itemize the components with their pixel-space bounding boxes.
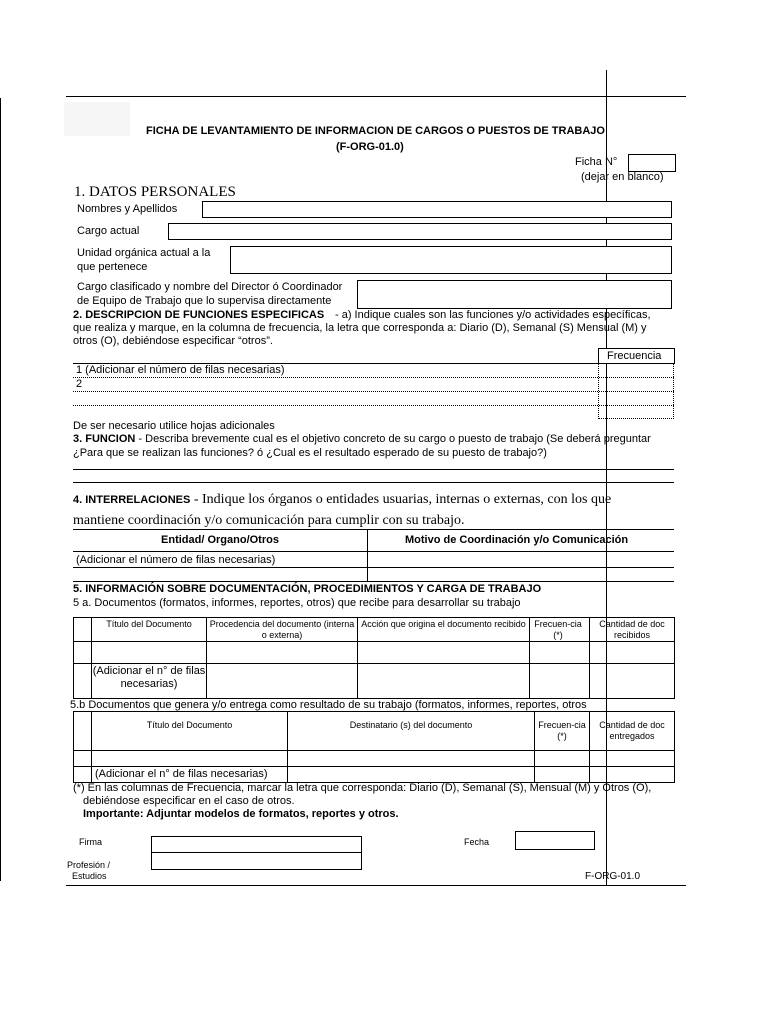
- form-code: (F-ORG-01.0): [336, 141, 404, 153]
- ficha-label: Ficha N°: [575, 156, 618, 168]
- section2-text-1: - a) Indique cuales son las funciones y/o actividades específicas,: [335, 309, 651, 321]
- unidad-label-2: que pertenece: [77, 261, 148, 273]
- ficha-note: (dejar en blanco): [581, 171, 664, 183]
- section4-title: 4. INTERRELACIONES: [73, 494, 191, 506]
- unidad-label-1: Unidad orgánica actual a la: [77, 247, 211, 259]
- footnote-2: debiéndose especificar en el caso de otros.: [83, 795, 295, 807]
- section3-title: 3. FUNCION: [73, 433, 136, 445]
- director-label-1: Cargo clasificado y nombre del Director ó Coordinador: [77, 281, 343, 293]
- director-label-2: de Equipo de Trabajo que lo supervisa directamente: [77, 295, 332, 307]
- table-a-header-frecuencia: Frecuen-cia (*): [534, 619, 582, 640]
- section2-title: 2. DESCRIPCION DE FUNCIONES ESPECIFICAS: [73, 309, 325, 321]
- profesion-label-2: Estudios: [72, 871, 107, 881]
- table-a-row-rule-2: [73, 663, 674, 664]
- functions-dotted-1: [73, 377, 674, 378]
- section3-text-2: ¿Para que se realizan las funciones? ó ¿Cual es el resultado esperado de su puesto de trabajo?): [73, 447, 547, 459]
- interrelaciones-col-divider: [367, 529, 368, 581]
- table-b-col-3: [534, 711, 535, 782]
- section4-text-1: - Indique los órganos o entidades usuarias, internas o externas, con los que: [190, 492, 612, 507]
- frecuencia-column-right: [673, 363, 674, 419]
- table-a-col-5: [589, 617, 590, 698]
- section1-title: 1. DATOS PERSONALES: [74, 184, 236, 200]
- table-a-row-rule-1: [73, 641, 674, 642]
- firma-label: Firma: [79, 837, 102, 847]
- table-b-header-titulo: Título del Documento: [146, 720, 233, 730]
- interrelaciones-rule-row2: [73, 581, 674, 582]
- functions-row-2[interactable]: 2: [76, 378, 83, 390]
- director-field[interactable]: [357, 280, 672, 309]
- section5-sub-a: 5 a. Documentos (formatos, informes, reportes, otros) que recibe para desarrollar su trabajo: [73, 597, 521, 609]
- section3-line-1: [73, 433, 651, 446]
- fecha-field[interactable]: [515, 831, 595, 850]
- table-b-row-rule-2: [73, 766, 674, 767]
- section5-title: 5. INFORMACIÓN SOBRE DOCUMENTACIÓN, PROCEDIMIENTOS Y CARGA DE TRABAJO: [73, 583, 542, 595]
- table-a-header-accion: Acción que origina el documento recibido: [361, 619, 526, 629]
- functions-dotted-4: [598, 418, 674, 419]
- interrelaciones-col2: Motivo de Coordinación y/o Comunicación: [405, 534, 629, 546]
- section4-text-2: mantiene coordinación y/o comunicación para cumplir con su trabajo.: [73, 513, 465, 528]
- table-b-row-rule-1: [73, 750, 674, 751]
- profesion-field[interactable]: [151, 852, 362, 870]
- section3-text-1: - Describa brevemente cual es el objetivo concreto de su cargo o puesto de trabajo (Se deberá preguntar: [135, 433, 651, 445]
- section3-answer-line-2[interactable]: [73, 482, 674, 483]
- ficha-number-field[interactable]: [628, 154, 676, 172]
- section2-text-2: que realiza y marque, en la columna de frecuencia, la letra que corresponda a: Diario (D), Semanal (S) Mensual (M) y: [73, 322, 647, 334]
- footer-code: F-ORG-01.0: [585, 871, 641, 882]
- section5-sub-b: 5.b Documentos que genera y/o entrega como resultado de su trabajo (formatos, informes, reportes, otros: [70, 699, 587, 711]
- table-b-header-frecuencia: Frecuen-cia (*): [538, 720, 586, 741]
- unidad-field[interactable]: [230, 246, 672, 274]
- table-b-header-destinatario: Destinatario (s) del documento: [349, 720, 473, 730]
- table-a-header-procedencia: Procedencia del documento (interna o externa): [209, 619, 355, 640]
- section2-note: De ser necesario utilice hojas adicionales: [73, 420, 275, 432]
- functions-dotted-2: [73, 391, 674, 392]
- interrelaciones-col1: Entidad/ Organo/Otros: [161, 534, 279, 546]
- interrelaciones-rule-top: [73, 529, 674, 530]
- nombres-label: Nombres y Apellidos: [77, 203, 178, 215]
- form-title: FICHA DE LEVANTAMIENTO DE INFORMACION DE CARGOS O PUESTOS DE TRABAJO: [146, 125, 605, 137]
- section4-line-1: [73, 493, 611, 507]
- interrelaciones-row-1[interactable]: (Adicionar el número de filas necesarias): [76, 554, 276, 566]
- table-a-add-row[interactable]: (Adicionar el n° de filas necesarias): [92, 665, 206, 690]
- frecuencia-column-left: [598, 363, 599, 419]
- profesion-label-1: Profesión /: [67, 860, 111, 870]
- table-a-header-cantidad: Cantidad de doc recibidos: [599, 619, 665, 640]
- interrelaciones-rule-row1: [73, 567, 674, 568]
- left-margin-rule: [0, 98, 1, 881]
- logo-placeholder: [64, 102, 130, 136]
- importante-note: Importante: Adjuntar modelos de formatos, reportes y otros.: [83, 808, 399, 820]
- table-b-col-4: [589, 711, 590, 782]
- footnote-1: (*) En las columnas de Frecuencia, marcar la letra que corresponda: Diario (D), Semanal (S), Mensual (M) y Otros (O),: [73, 782, 652, 794]
- table-b-add-row[interactable]: (Adicionar el n° de filas necesarias): [95, 768, 268, 780]
- bottom-rule: [66, 885, 686, 886]
- fecha-label: Fecha: [464, 837, 490, 847]
- table-a-header-titulo: Título del Documento: [106, 619, 192, 629]
- section3-answer-line-1[interactable]: [73, 469, 674, 470]
- cargo-label: Cargo actual: [77, 225, 140, 237]
- cargo-field[interactable]: [168, 223, 672, 240]
- table-b-header-cantidad: Cantidad de doc entregados: [599, 720, 665, 741]
- interrelaciones-rule-header: [73, 551, 674, 552]
- functions-dotted-3: [73, 405, 674, 406]
- functions-row-1[interactable]: 1 (Adicionar el número de filas necesarias): [76, 364, 285, 376]
- top-rule: [66, 96, 686, 97]
- table-a-col-4: [529, 617, 530, 698]
- section2-text-3: otros (O), debiéndose especificar “otros”.: [73, 335, 273, 347]
- frecuencia-label: Frecuencia: [607, 350, 662, 362]
- nombres-field[interactable]: [202, 201, 672, 218]
